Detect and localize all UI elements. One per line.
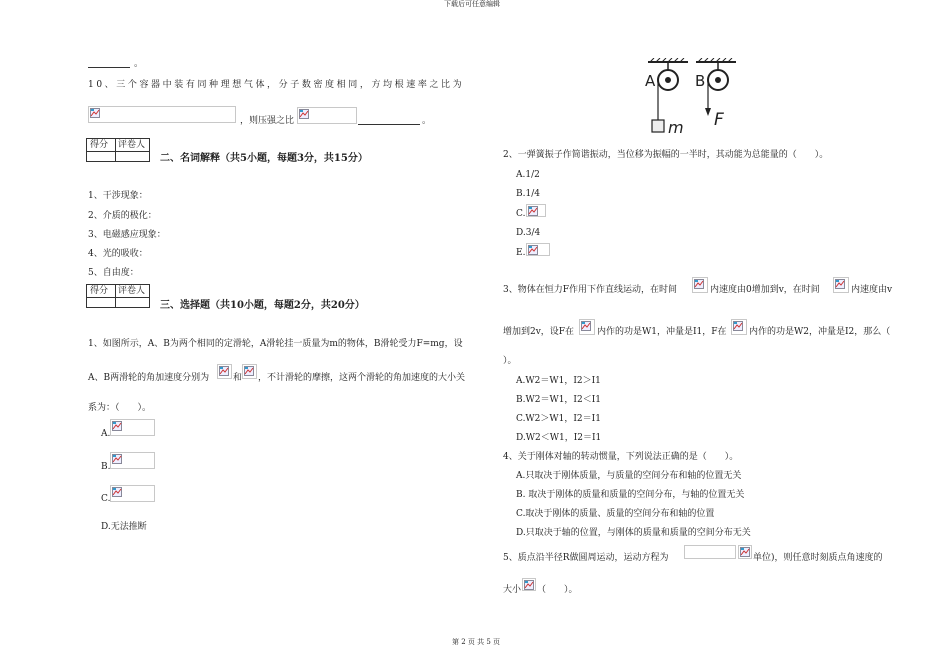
grader-label: 评卷人 xyxy=(118,286,146,296)
broken-image-icon xyxy=(524,580,534,590)
q3-t2-image-2 xyxy=(731,319,747,335)
q4-option-b: B. 取决于刚体的质量和质量的空间分布，与轴的位置无关 xyxy=(516,490,745,500)
figure-label-f: F xyxy=(714,110,724,130)
q5-equation-image xyxy=(684,545,736,559)
q2-option-e-image xyxy=(526,243,550,256)
q3-t1-image xyxy=(692,277,708,293)
q1-line2a: A、B两滑轮的角加速度分别为 xyxy=(88,373,210,383)
q1-option-a-label: A. xyxy=(101,429,111,439)
q10-pressure-image xyxy=(297,107,357,124)
q3-line2a: 增加到2v，设F在 xyxy=(503,327,575,337)
broken-image-icon xyxy=(528,245,538,255)
q9-blank-line xyxy=(88,67,130,68)
page-header: 下载后可任意编辑 xyxy=(444,0,500,8)
q2-text: 2、一弹簧振子作简谐振动，当位移为振幅的一半时，其动能为总能量的（ ）。 xyxy=(503,150,829,160)
q1-alpha-a-image xyxy=(217,364,232,379)
figure-label-a: A xyxy=(645,72,656,90)
q10-blank-line xyxy=(358,124,420,125)
broken-image-icon xyxy=(244,366,254,376)
q3-line1b: 内速度由0增加到v，在时间 xyxy=(710,285,820,295)
q3-option-a: A.W2＝W1，I2＞I1 xyxy=(516,376,601,386)
term-item: 2、介质的极化： xyxy=(88,211,157,221)
q3-line2c: 内作的功是W2，冲量是I2，那么（ xyxy=(749,327,891,337)
q10-line2-end: 。 xyxy=(422,116,432,126)
broken-image-icon xyxy=(528,206,538,216)
q5-line1a: 5、质点沿半径R做圆周运动，运动方程为 xyxy=(503,553,669,563)
q1-line1: 1、如图所示，A、B为两个相同的定滑轮，A滑轮挂一质量为m的物体，B滑轮受力F=mg，设 xyxy=(88,339,463,349)
q3-line2b: 内作的功是W1，冲量是I1，F在 xyxy=(597,327,727,337)
broken-image-icon xyxy=(90,108,100,118)
q1-option-a-image xyxy=(110,419,155,436)
q3-line1c: 内速度由v xyxy=(851,285,893,295)
broken-image-icon xyxy=(733,321,743,331)
q4-text: 4、关于刚体对轴的转动惯量，下列说法正确的是（ ）。 xyxy=(503,452,739,462)
score-box-section2 xyxy=(86,138,150,162)
broken-image-icon xyxy=(740,547,750,557)
q1-line2c: ，不计滑轮的摩擦，这两个滑轮的角加速度的大小关 xyxy=(258,373,466,383)
q2-option-a: A.1/2 xyxy=(516,170,540,180)
term-item: 1、干涉现象： xyxy=(88,191,148,201)
broken-image-icon xyxy=(112,487,122,497)
broken-image-icon xyxy=(694,279,704,289)
q1-option-b-label: B. xyxy=(101,462,111,472)
page-footer: 第 2 页 共 5 页 xyxy=(452,638,501,646)
q2-option-c-image xyxy=(526,204,546,217)
score-label: 得分 xyxy=(90,140,109,150)
q1-option-c-label: C. xyxy=(101,494,111,504)
q10-formula-image xyxy=(88,106,236,123)
q3-line3: ）。 xyxy=(503,356,517,366)
q10-line1: 10、三个容器中装有同种理想气体，分子数密度相同，方均根速率之比为 xyxy=(88,80,465,90)
q5-line1b: 单位)，则任意时刻质点角速度的 xyxy=(753,553,883,563)
q4-option-d: D.只取决于轴的位置，与刚体的质量和质量的空间分布无关 xyxy=(516,528,751,538)
q2-option-c-label: C. xyxy=(516,209,526,219)
q5-unit-image xyxy=(738,545,752,559)
q1-option-b-image xyxy=(110,452,155,469)
section3-title: 三、选择题（共10小题，每题2分，共20分） xyxy=(160,300,365,311)
broken-image-icon xyxy=(581,321,591,331)
q3-option-b: B.W2＝W1，I2＜I1 xyxy=(516,395,601,405)
q3-t2-image xyxy=(833,277,849,293)
term-item: 4、光的吸收： xyxy=(88,249,148,259)
q3-option-d: D.W2＜W1，I2＝I1 xyxy=(516,433,602,443)
broken-image-icon xyxy=(112,454,122,464)
q5-line2b: （ ）。 xyxy=(537,585,578,595)
figure-label-b: B xyxy=(695,72,706,90)
q9-tail: 。 xyxy=(134,59,144,69)
q1-line3: 系为：（ ）。 xyxy=(88,403,152,413)
pulley-diagram xyxy=(640,58,760,140)
broken-image-icon xyxy=(219,366,229,376)
section2-title: 二、名词解释（共5小题，每题3分，共15分） xyxy=(160,153,368,164)
q10-line2-mid: ，则压强之比 xyxy=(240,116,295,126)
q3-option-c: C.W2＞W1，I2＝I1 xyxy=(516,414,601,424)
q1-alpha-b-image xyxy=(242,364,257,379)
score-box-section3 xyxy=(86,284,150,308)
broken-image-icon xyxy=(299,109,309,119)
broken-image-icon xyxy=(112,421,122,431)
q2-option-d: D.3/4 xyxy=(516,228,541,238)
q2-option-b: B.1/4 xyxy=(516,189,540,199)
term-item: 5、自由度： xyxy=(88,268,139,278)
q4-option-a: A.只取决于刚体质量，与质量的空间分布和轴的位置无关 xyxy=(516,471,742,481)
q4-option-c: C.取决于刚体的质量、质量的空间分布和轴的位置 xyxy=(516,509,715,519)
broken-image-icon xyxy=(835,279,845,289)
term-item: 3、电磁感应现象： xyxy=(88,230,166,240)
q2-option-e-label: E. xyxy=(516,248,526,258)
q1-line2b: 和 xyxy=(233,373,243,383)
q1-option-c-image xyxy=(110,485,155,502)
q3-line1a: 3、物体在恒力F作用下作直线运动，在时间 xyxy=(503,285,677,295)
grader-label: 评卷人 xyxy=(118,140,146,150)
q5-line2a: 大小 xyxy=(503,585,522,595)
q5-omega-image xyxy=(522,578,536,591)
q1-option-d: D.无法推断 xyxy=(101,522,147,532)
score-label: 得分 xyxy=(90,286,109,296)
q3-t1-image-2 xyxy=(579,319,595,335)
figure-label-m: m xyxy=(668,118,684,137)
